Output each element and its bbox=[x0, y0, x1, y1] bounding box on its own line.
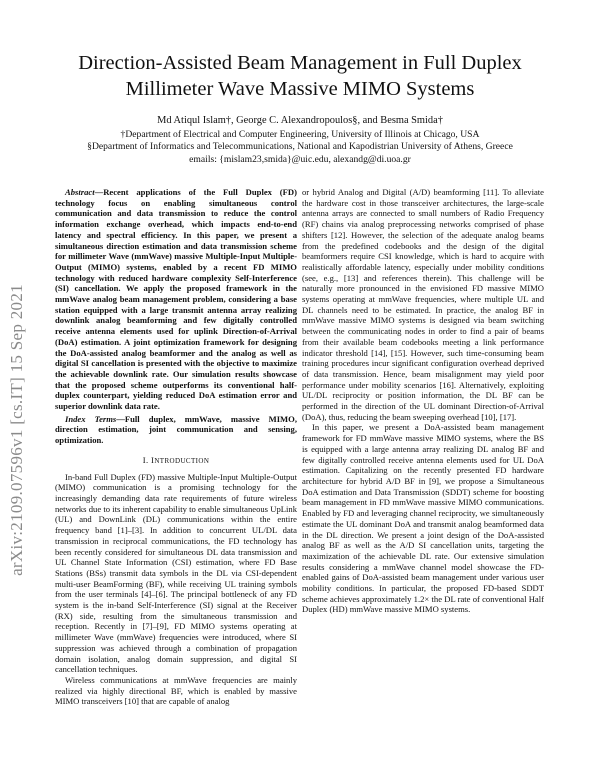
right-column bbox=[302, 187, 544, 615]
abstract-lead: Abstract bbox=[65, 187, 95, 197]
left-column bbox=[55, 187, 297, 707]
author-block bbox=[60, 115, 540, 166]
arxiv-identifier-text: arXiv:2109.07596v1 [cs.IT] 15 Sep 2021 bbox=[7, 284, 27, 576]
affiliation-athens: §Department of Informatics and Telecommunications, National and Kapodistrian University of Athens, Greece bbox=[87, 141, 513, 152]
paper-title: Direction-Assisted Beam Management in Full Duplex Millimeter Wave Massive MIMO Systems bbox=[78, 52, 522, 100]
body-paragraph: In-band Full Duplex (FD) massive Multiple-Input Multiple-Output (MIMO) communication is a promising technology for the increasingly demanding data rate requirements of future wireless networks due to its inherent capability to enable simultaneous UpLink (UL) and DownLink (DL) communications within the entire frequency band [1]–[3]. In addition to concurrent UL/DL data transmission in reciprocal communications, the FD technology has been recently considered for simultaneous DL data transmission and UL Channel State Information (CSI) estimation, where FD Base Stations (BSs) transmit data symbols in the DL via CSI-dependent multi-user BeamForming (BF), while receiving UL training symbols from the user terminals [4]–[6]. The principal bottleneck of any FD system is the in-band Self-Interference (SI) signal at the Receiver (RX) side, resulting from the simultaneous transmission and reception. Recently in [7]–[9], FD MIMO systems operating at millimeter Wave (mmWave) frequencies were introduced, where SI suppression was achieved through a combination of propagation domain isolation, analog domain suppression, and digital SI cancellation techniques. bbox=[55, 471, 297, 675]
section-name: NTRODUCTION bbox=[154, 456, 210, 465]
body-paragraph: In this paper, we present a DoA-assisted beam management framework for FD mmWave massive MIMO systems, where the BS is equipped with a large antenna array realizing DL analog BF and few digitally controlled receive antenna elements used for UL DoA estimation. Capitalizing on the recently presented FD hardware architecture for hybrid A/D BF in [9], we propose a Simultaneous DoA estimation and Data Transmission (SDDT) scheme for boosting beam management in FD mmWave massive MIMO communications. Enabled by FD and leveraging channel reciprocity, we simultaneously estimate the UL dominant DoA and transmit analog beamformed data in the DL direction. We present a joint design of the DoA-assisted analog BF as well as the A/D SI cancellation units, targeting the maximization of the achievable DL rate. Our extensive simulation results considering a mmWave channel model showcase the FD-enabled gains of DoA-assisted beam management under various user mobility conditions. In particular, the proposed FD-based SDDT scheme achieves approximately 1.2× the DL rate of conventional Half Duplex (HD) mmWave massive MIMO systems. bbox=[302, 422, 544, 615]
body-paragraph: Wireless communications at mmWave frequencies are mainly realized via highly directional BF, which is enabled by massive MIMO transceivers [10] that are capable of analog bbox=[55, 674, 297, 707]
index-terms bbox=[55, 414, 297, 446]
arxiv-identifier bbox=[6, 220, 28, 640]
abstract-text: —Recent applications of the Full Duplex (FD) technology focus on enabling simultaneous control communication and data transmission to reduce the control information exchange overhead, which impacts end-to-end latency and spectral efficiency. In this paper, we present a simultaneous direction estimation and data transmission scheme for millimeter Wave (mmWave) massive Multiple-Input Multiple-Output (MIMO) systems, enabled by a recent FD MIMO technology with reduced hardware complexity Self-Interference (SI) cancellation. We apply the proposed framework in the mmWave analog beam management problem, considering a base station equipped with a large transmit antenna array realizing downlink analog beamforming and few digitally controlled receive antenna elements used for uplink Direction-of-Arrival (DoA) estimation. A joint optimization framework for designing the DoA-assisted analog beamformer and the analog as well as digital SI cancellation is presented with the objective to maximize the achievable downlink rate. Our simulation results showcase that the proposed scheme outperforms its conventional half-duplex counterpart, yielding reduced DoA estimation error and superior downlink data rate. bbox=[55, 187, 297, 412]
index-terms-lead: Index Terms bbox=[65, 413, 117, 424]
index-terms-text: —Full duplex, mmWave, massive MIMO, direction estimation, joint communication and sensing, optimization. bbox=[55, 413, 298, 446]
author-emails: emails: {mislam23,smida}@uic.edu, alexandg@di.uoa.gr bbox=[189, 153, 411, 165]
author-names: Md Atiqul Islam†, George C. Alexandropoulos§, and Besma Smida† bbox=[157, 115, 443, 126]
body-paragraph: or hybrid Analog and Digital (A/D) beamforming [11]. To alleviate the hardware cost in those transceiver architectures, the large-scale antenna arrays are connected to small numbers of Radio Frequency (RF) chains via analog preprocessing networks comprised of phase shifters [12]. However, the selection of the adequate analog beams from the predefined codebooks and the design of the digital beamformers require CSI knowledge, which is hard to acquire with realistically affordable latency, especially under mobility conditions (see, e.g., [13] and references therein). This challenge will be naturally more pronounced in the envisioned FD massive MIMO systems operating at mmWave frequencies, where multiple UL and DL channels need to be estimated. In practice, the analog BF in mmWave massive MIMO systems is designed via beam switching between the communicating nodes in order to find a pair of beams from their available beam codebooks meeting a link performance indicator threshold [14], [15]. However, such time-consuming beam training procedures incur significant configuration overhead deprived of data transmission. Hence, beam misalignment may yield poor performance under mobility scenarios [16]. Alternatively, exploiting UL/DL reciprocity or position information, the DL BF can be performed in the direction of the UL dominant Direction-of-Arrival (DoA), thus, reducing the beam sweeping overhead [10], [17]. bbox=[302, 187, 544, 422]
abstract bbox=[55, 187, 297, 412]
section-numeral: I. I bbox=[142, 454, 155, 465]
affiliation-uic: †Department of Electrical and Computer Engineering, University of Illinois at Chicago, USA bbox=[120, 128, 480, 140]
section-heading-introduction bbox=[55, 455, 297, 467]
